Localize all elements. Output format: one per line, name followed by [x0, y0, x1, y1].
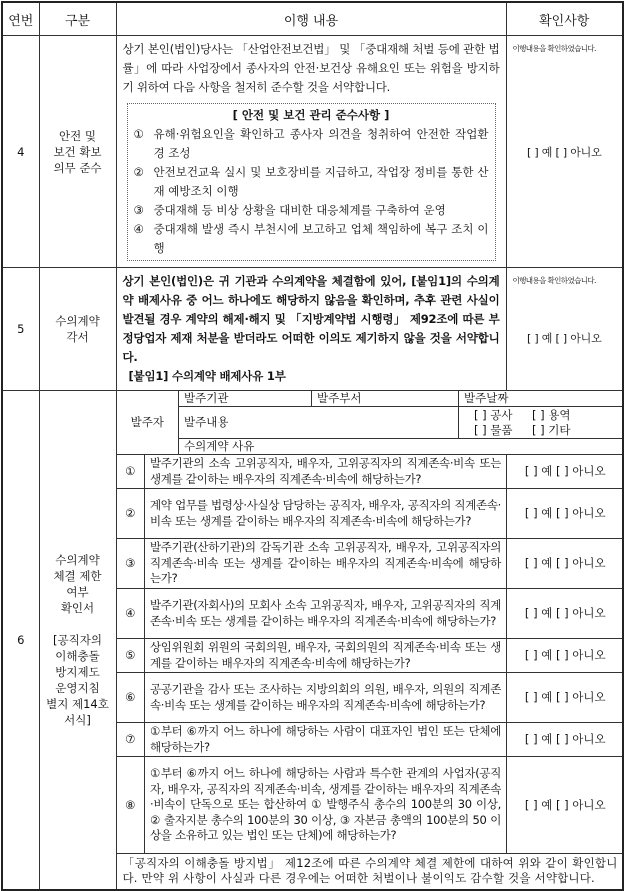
question-row: ① 발주기관의 소속 고위공직자, 배우자, 고위공직자의 직계존속·비속 또는 생계를 같이하는 배우자의 직계존속·비속에 해당하는가? [ ] 예 [ ] 아니오 — [117, 455, 624, 489]
confirm-cell — [506, 36, 623, 268]
header-confirm: 확인사항 — [506, 2, 623, 36]
safety-checklist-box — [127, 103, 496, 261]
yes-no-checkbox[interactable]: [ ] 예 [ ] 아니오 — [507, 723, 624, 757]
orderer-row-content — [117, 407, 624, 439]
yes-no-checkbox[interactable]: [ ] 예 [ ] 아니오 — [507, 589, 624, 639]
orderer-agency-field[interactable]: 발주기관 — [179, 391, 312, 407]
confirm-note: 이행내용을 확인하였습니다. — [512, 276, 596, 285]
row-private-contract-pledge — [2, 268, 623, 391]
closing-statement: 「공직자의 이해충돌 방지법」 제12조에 따른 수의계약 체결 제한에 대하여 위와 같이 확인합니다. 만약 위 사항이 사실과 다른 경우에는 어떠한 처벌이나 불이익도 감수할 것을 서약합니다. — [117, 854, 624, 890]
row-no: 4 — [2, 36, 39, 268]
type-other-checkbox[interactable]: [ ] 기타 — [532, 422, 571, 437]
yes-no-checkbox[interactable]: [ ] 예 [ ] 아니오 — [526, 145, 602, 159]
yes-no-checkbox[interactable]: [ ] 예 [ ] 아니오 — [507, 489, 624, 539]
orderer-row-reason — [117, 439, 624, 455]
yes-no-checkbox[interactable]: [ ] 예 [ ] 아니오 — [507, 539, 624, 589]
checklist-title: [ 안전 및 보건 관리 준수사항 ] — [232, 108, 390, 122]
yes-no-checkbox[interactable]: [ ] 예 [ ] 아니오 — [526, 332, 602, 345]
orderer-row-agency — [117, 391, 624, 407]
row-content — [116, 36, 506, 268]
pledge-text: 상기 본인(법인)은 귀 기관과 수의계약을 체결함에 있어, [붙임1]의 수의계약 배제사유 중 어느 하나에도 해당하지 않음을 확인하며, 추후 관련 사실이 발견될 경우 계약의 해제·해지 및 「지방계약법 시행령」 제92조에 따른 부정당업자 제재 처분을 받더라도 어떠한 이의도 제기하지 않을 것을 서약합니다. — [122, 274, 500, 364]
type-goods-checkbox[interactable]: [ ] 물품 — [474, 422, 513, 437]
yes-no-checkbox[interactable]: [ ] 예 [ ] 아니오 — [507, 757, 624, 854]
conflict-check-section — [116, 391, 623, 891]
safety-intro: 상기 본인(법인)당사는 「산업안전보건법」 및 「중대재해 처벌 등에 관한 법률」에 따라 사업장에서 종사자의 안전·보건상 유해요인 또는 위험을 방지하기 위하여 다음 사항을 철저히 준수할 것을 서약합니다. — [122, 42, 500, 94]
row-category: 안전 및 보건 확보 의무 준수 — [39, 36, 116, 268]
header-no: 연번 — [2, 2, 39, 36]
question-row: ④ 발주기관(자회사)의 모회사 소속 고위공직자, 배우자, 고위공직자의 직계존속·비속 또는 생계를 같이하는 배우자의 직계존속·비속에 해당하는가? [ ] 예 [ ] 아니오 — [117, 589, 624, 639]
header-category: 구분 — [39, 2, 116, 36]
confirm-cell — [506, 268, 623, 391]
orderer-department-field[interactable]: 발주부서 — [312, 391, 459, 407]
conflict-check-table — [117, 391, 624, 889]
row-category: 수의계약 체결 제한 여부 확인서 [공직자의 이해충돌 방지제도 운영지침 별지 제14호 서식] — [39, 391, 116, 891]
question-row: ⑤ 상임위원회 위원의 국회의원, 배우자, 국회의원의 직계존속·비속 또는 생계를 같이하는 배우자의 직계존속·비속에 해당하는가? [ ] 예 [ ] 아니오 — [117, 639, 624, 673]
header-row — [2, 2, 623, 36]
row-safety — [2, 36, 623, 268]
row-no: 6 — [2, 391, 39, 891]
row-content — [116, 268, 506, 391]
checklist-item: ① 유해·위험요인을 확인하고 종사자 의견을 청취하여 안전한 작업환경 조성 — [133, 127, 489, 160]
orderer-date-field[interactable]: 발주날짜 — [459, 391, 624, 407]
pledge-table — [1, 1, 624, 891]
type-service-checkbox[interactable]: [ ] 용역 — [532, 407, 571, 422]
yes-no-checkbox[interactable]: [ ] 예 [ ] 아니오 — [507, 673, 624, 723]
row-category: 수의계약 각서 — [39, 268, 116, 391]
question-row: ② 계약 업무를 법령상·사실상 담당하는 공직자, 배우자, 공직자의 직계존속·비속 또는 생계를 같이하는 배우자의 직계존속·비속에 해당하는가? [ ] 예 [ ] 아니오 — [117, 489, 624, 539]
question-row: ⑦ ①부터 ⑥까지 어느 하나에 해당하는 사람이 대표자인 법인 또는 단체에 해당하는가? [ ] 예 [ ] 아니오 — [117, 723, 624, 757]
checklist-item: ④ 중대재해 발생 즉시 부천시에 보고하고 업체 책임하에 복구 조치 이행 — [133, 222, 489, 255]
question-row: ③ 발주기관(산하기관)의 감독기관 소속 고위공직자, 배우자, 고위공직자의 직계존속·비속 또는 생계를 같이하는 배우자의 직계존속·비속에 해당하는가? [ ] 예 [ ] 아니오 — [117, 539, 624, 589]
row-conflict-of-interest — [2, 391, 623, 891]
contract-reason-field[interactable]: 수의계약 사유 — [179, 439, 624, 455]
orderer-type-options — [459, 407, 624, 439]
checklist-item: ② 안전보건교육 실시 및 보호장비를 지급하고, 작업장 정비를 통한 산재 예방조치 이행 — [133, 165, 489, 198]
row-no: 5 — [2, 268, 39, 391]
orderer-content-field[interactable]: 발주내용 — [179, 407, 459, 439]
yes-no-checkbox[interactable]: [ ] 예 [ ] 아니오 — [507, 639, 624, 673]
attachment-note: [붙임1] 수의계약 배제사유 1부 — [128, 369, 286, 383]
checklist-item: ③ 중대재해 등 비상 상황을 대비한 대응체계를 구축하여 운영 — [133, 203, 446, 217]
pledge-document — [1, 1, 622, 891]
confirm-note: 이행내용을 확인하였습니다. — [512, 44, 596, 53]
orderer-label: 발주자 — [117, 391, 179, 455]
yes-no-checkbox[interactable]: [ ] 예 [ ] 아니오 — [507, 455, 624, 489]
type-construction-checkbox[interactable]: [ ] 공사 — [474, 407, 513, 422]
question-row: ⑧ ①부터 ⑥까지 어느 하나에 해당하는 사람과 특수한 관계의 사업자(공직자, 배우자, 공직자의 직계존속·비속, 생계를 같이하는 배우자의 직계존속·비속이 단독으로 또는 합산하여 ① 발행주식 총수의 100분의 30 이상, ② 출자지분 총수의 100분의 30 이상, ③ 자본금 총액의 100분의 50 이상을 소유하고 있는 법인 또는 단체)에 해당하는가? [ ] 예 [ ] 아니오 — [117, 757, 624, 854]
closing-row — [117, 854, 624, 890]
header-content: 이행 내용 — [116, 2, 506, 36]
question-row: ⑥ 공공기관을 감사 또는 조사하는 지방의회의 의원, 배우자, 의원의 직계존속·비속 또는 생계를 같이하는 배우자의 직계존속·비속에 해당하는가? [ ] 예 [ ] 아니오 — [117, 673, 624, 723]
